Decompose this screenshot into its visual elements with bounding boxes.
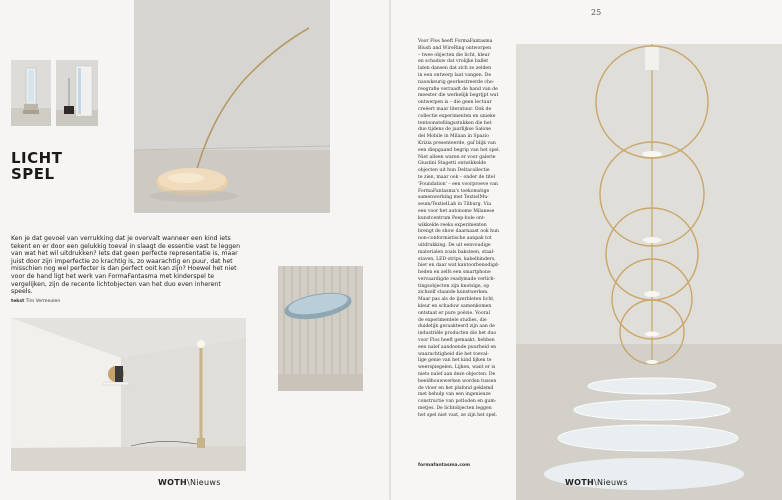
body-line: Krizia presenteerde, gaf blijk van [418, 140, 496, 146]
body-line: metjes. De lichtobjecten leggen [418, 406, 492, 412]
body-line: collectie experimenten en unieke [418, 113, 496, 119]
body-line: materialen zoals baksteen, staal- [418, 249, 495, 255]
body-line: het spel niet vast, ze zijn het spel. [418, 412, 498, 418]
body-line: weerspiegelen. Lijken, want er is [418, 365, 496, 371]
article-body-column [418, 39, 504, 420]
body-line: vervaardigde readymade verlich- [418, 276, 496, 282]
body-line: laten dansen dat zich zo zelden [418, 66, 492, 72]
body-line: de vloer en het plafond geklemd [418, 385, 494, 391]
logo-separator-left: \ [186, 478, 190, 487]
body-line: Giustini Stagetti ontwikkelde [418, 161, 487, 167]
body-line: een naïef aandoende puurheid en [418, 344, 497, 350]
body-line: hier en daar wat kantoorbenodigd- [418, 263, 500, 269]
credit-label: tekst [11, 299, 25, 304]
article-intro: Ken je dat gevoel van verrukking dat je overvalt wanneer een kind iets tekent en er door een gelukkig toeval in slaagt de essentie vast te leggen van wat het wil uitdrukken? Iets dat geen perfecte representatie is, maar juist door zijn imperfectie zo krachtig is, zo waarachtig en puur, dat het misschien nog wel perfecter is dan perfect ooit kan zijn? Hoewel het niet voor de hand ligt het werk van FormaFantasma met kinderspel te vergelijken, zijn de recente lichtobjecten van het duo even inherent speels. [11, 235, 240, 296]
body-line: samenwerking met TextielMu- [418, 195, 489, 201]
logo-brand-right: WOTH [565, 478, 594, 487]
page-number-right: 25 [591, 8, 602, 17]
body-line: del Mobile in Milaan in Spazio [418, 134, 489, 140]
body-line: Maar pas als de ijzerbleten licht, [418, 297, 495, 303]
body-line: kleur en schaduw samenkomen [418, 304, 492, 310]
body-line: – twee objecten die licht, kleur [418, 52, 490, 58]
body-line: duidelijk geraakteerd zijn aan de [418, 324, 495, 330]
body-line: ontwerpen is – die geen lectuur [418, 100, 492, 106]
body-line: objecten uit hun Deltacollectie [418, 168, 490, 174]
body-line: 'Foundation' – een voorproeve van [418, 181, 498, 187]
body-line: kunstcentrum Peep-hole ont- [418, 215, 486, 221]
article-credit [11, 299, 60, 304]
body-line: heden en zelfs een smartphone [418, 270, 491, 276]
body-line: de experimentele studies, die [418, 317, 487, 323]
body-line: nauwkeurig georkestreerde cho- [418, 79, 495, 85]
photo-shelf-lamp [11, 318, 246, 471]
body-line: beeldhouwwerken worden tussen [418, 378, 497, 384]
logo-section-right: Nieuws [596, 478, 628, 487]
logo-section-left: Nieuws [189, 478, 221, 487]
hero-photo-wirering-lamps [516, 44, 782, 500]
photo-disc-lamp-curtain [278, 266, 363, 391]
article-title [11, 150, 62, 182]
article-title-line-2: SPEL [11, 165, 55, 183]
body-line: non-conformistische aanpak tot [418, 236, 492, 242]
body-line: seum/TextielLab in Tilburg. Via [418, 202, 491, 208]
body-line: een voor het autonome Milanese [418, 208, 495, 214]
body-line: brengt de show daarnaast ook hun [418, 229, 500, 235]
body-line: te zien, maar ook – onder de titel [418, 174, 496, 180]
body-line: meester die werkelijk begrijpt wat [418, 93, 499, 99]
body-line: industriële producten die het duo [418, 331, 497, 337]
body-line: Niet alleen waren er voor galerie [418, 154, 496, 160]
body-line: uitdrukking. De uit eenvoudige [418, 242, 491, 248]
hero-photo-brass-lamp [134, 0, 330, 213]
body-line: met behulp van een ingenieuze [418, 392, 491, 398]
body-line: FormaFantasma's toekomstige [418, 188, 490, 194]
body-line: tingsobjecten zijn knotsige, op [418, 283, 490, 289]
magazine-logo-left [158, 478, 221, 487]
logo-brand-left: WOTH [158, 478, 187, 487]
body-line: in een ontwerp laat vangen. De [418, 72, 492, 78]
body-line: zichzelf staande kunstwerken. [418, 290, 489, 296]
article-title-line-1: LICHT [11, 149, 63, 167]
body-line: lige genie van het kind lijken te [418, 358, 492, 364]
body-line: creëert maar literatuur. Ook de [418, 106, 492, 112]
body-line: constructie van potloden en gum- [418, 399, 497, 405]
body-line: waarachtigheid die het toeval- [418, 351, 489, 357]
body-line: Voor Flos heeft FormaFantasma [418, 39, 493, 44]
body-line: wikkelde reeks experimenten [418, 222, 487, 228]
body-line: een diepgaand begrip van het spel. [418, 147, 501, 153]
body-line: ontstaat er pure poëzie. Vooral [418, 310, 490, 316]
thumbnail-photo-lamp [11, 60, 51, 126]
body-line: en schaduw dat vrolijke ballet [418, 59, 489, 65]
article-url: formafantasma.com [418, 463, 471, 468]
logo-separator-right: \ [593, 478, 597, 487]
body-line: staven, LED-strips, kabelbinders, [418, 256, 496, 262]
body-line: Blush and WireRing ontworpen [418, 45, 492, 51]
body-line: reografie verraadt de hand van de [418, 86, 498, 92]
body-line: duo tijdens de jaarlijkse Salone [418, 127, 491, 133]
body-line: voor Flos heeft gemaakt, hebben [418, 338, 495, 344]
credit-name: Tim Vermeulen [25, 299, 61, 304]
magazine-logo-right [565, 478, 628, 487]
body-line: tentoonstellingsstukken die het [418, 120, 492, 126]
body-line: niets naïef aan deze objecten. De [418, 372, 496, 378]
thumbnail-photo-panel [56, 60, 98, 126]
